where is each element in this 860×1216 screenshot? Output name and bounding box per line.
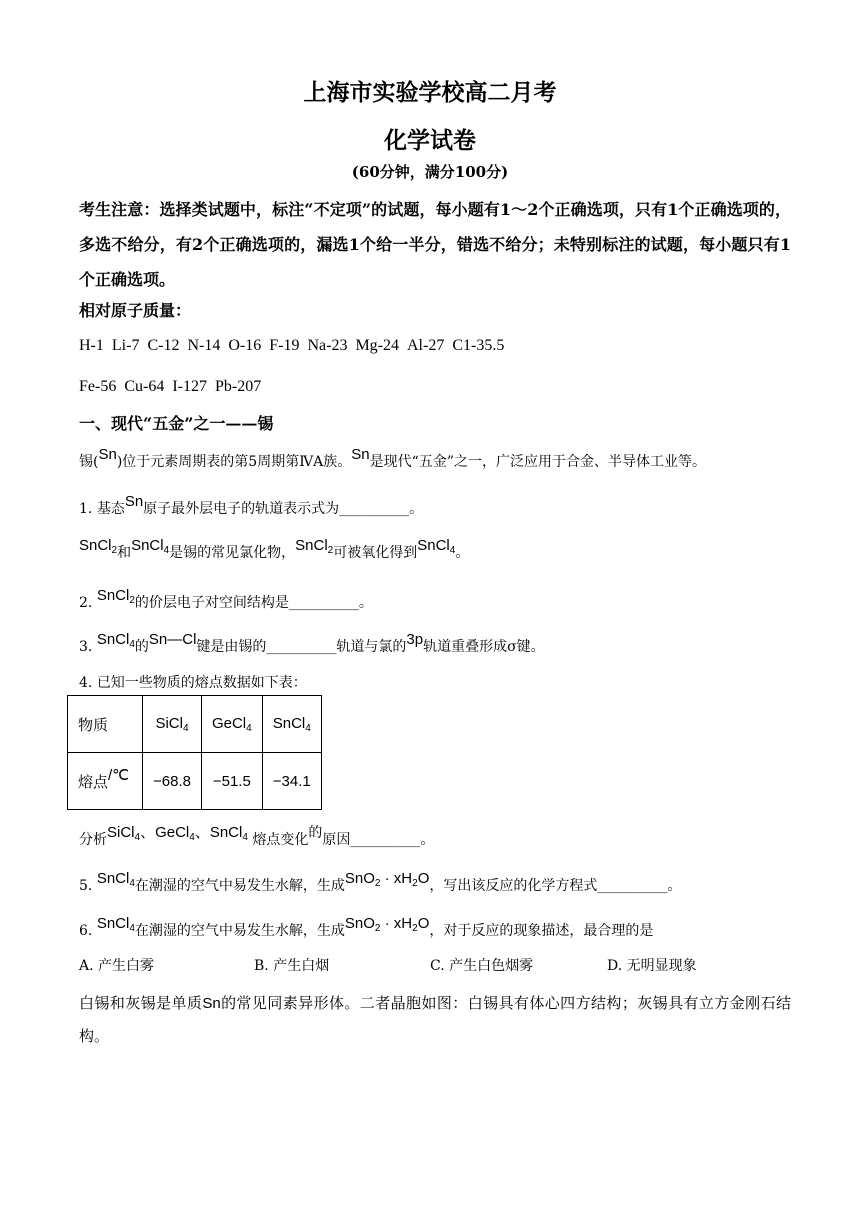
allotrope-paragraph: 白锡和灰锡是单质Sn的常见同素异形体。二者晶胞如图：白锡具有体心四方结构；灰锡具有立方金刚石结构。: [79, 994, 791, 1045]
question-1: 1. 基态Sn原子最外层电子的轨道表示式为__________。: [79, 493, 424, 517]
atomic-mass-item: H-1: [79, 337, 104, 354]
question-4: 4. 已知一些物质的熔点数据如下表：: [79, 675, 307, 691]
formula-3p: 3p: [406, 631, 424, 648]
option-c[interactable]: C. 产生白色烟雾: [430, 958, 534, 974]
table-cell: 物质: [68, 696, 143, 753]
formula-sncl4: SnCl$_4$: [417, 537, 456, 556]
atomic-mass-row-2: [79, 378, 789, 396]
atomic-mass-item: Pb-207: [214, 378, 262, 395]
table-cell: GeCl$_4$: [201, 696, 262, 753]
formula-list: SiCl$_4$、GeCl$_4$、SnCl$_4$: [107, 824, 248, 843]
formula-sn: Sn: [124, 493, 144, 510]
formula-sn: Sn: [98, 446, 117, 463]
exam-title: 上海市实验学校高二月考: [303, 79, 557, 106]
question-number: 4.: [79, 675, 93, 691]
question-2: 2. SnCl$_2$的价层电子对空间结构是__________。: [79, 587, 373, 611]
atomic-mass-item: Al-27: [407, 337, 445, 354]
section-intro: 锡(Sn)位于元素周期表的第5周期第ⅣA族。Sn是现代“五金”之一，广泛应用于合金、半导体工业等。: [79, 446, 706, 470]
option-b[interactable]: B. 产生白烟: [254, 958, 330, 974]
atomic-mass-row-1: [79, 337, 789, 355]
table-row: [68, 696, 322, 753]
melting-point-table: [67, 695, 322, 810]
formula-sncl2: SnCl$_2$: [96, 587, 135, 606]
formula-sncl4: SnCl$_4$: [96, 631, 135, 650]
atomic-mass-label: 相对原子质量：: [79, 301, 192, 320]
table-cell: −68.8: [143, 753, 202, 810]
formula-sno2-xh2o: $SnO_2 \cdot xH_2O$: [344, 915, 430, 934]
section-heading: 一、现代“五金”之一——锡: [79, 414, 274, 433]
formula-sncl2: SnCl$_2$: [295, 537, 334, 556]
atomic-mass-item: N-14: [187, 337, 221, 354]
option-a[interactable]: A. 产生白雾: [79, 958, 155, 974]
question-number: 3.: [79, 639, 93, 655]
question-6: 6. SnCl$_4$在潮湿的空气中易发生水解，生成$SnO_2 \cdot xH_2O$，对于反应的现象描述，最合理的是: [79, 915, 654, 939]
atomic-mass-item: Na-23: [307, 337, 348, 354]
question-number: 6.: [79, 923, 93, 939]
table-cell: SiCl$_4$: [143, 696, 202, 753]
formula-sn-cl-bond: Sn—Cl: [148, 631, 197, 648]
question-number: 2.: [79, 595, 93, 611]
formula-sn: Sn: [351, 446, 370, 463]
question-3: 3. SnCl$_4$的Sn—Cl键是由锡的__________轨道与氯的3p轨道重叠形成σ键。: [79, 631, 545, 655]
atomic-mass-item: Mg-24: [355, 337, 399, 354]
atomic-mass-item: Li-7: [111, 337, 140, 354]
question-4-analysis: 分析SiCl$_4$、GeCl$_4$、SnCl$_4$ 熔点变化的原因__________。: [79, 824, 435, 848]
stem-sncl: SnCl$_2$和SnCl$_4$是锡的常见氯化物，SnCl$_2$可被氧化得到SnCl$_4$。: [79, 537, 470, 561]
atomic-mass-item: Cu-64: [124, 378, 165, 395]
formula-sn: Sn: [202, 995, 221, 1012]
table-cell: −51.5: [201, 753, 262, 810]
atomic-mass-item: C-12: [147, 337, 180, 354]
atomic-mass-item: O-16: [228, 337, 262, 354]
table-cell: −34.1: [262, 753, 321, 810]
atomic-mass-item: C1-35.5: [452, 337, 505, 354]
formula-sncl2: SnCl$_2$: [79, 537, 118, 556]
exam-subtitle: 化学试卷: [384, 127, 476, 154]
formula-sno2-xh2o: $SnO_2 \cdot xH_2O$: [344, 870, 430, 889]
table-row: [68, 753, 322, 810]
question-number: 1.: [79, 501, 93, 517]
option-d[interactable]: D. 无明显现象: [607, 958, 697, 974]
formula-sncl4: SnCl$_4$: [131, 537, 170, 556]
exam-notice: 考生注意：选择类试题中，标注“不定项”的试题，每小题有1～2个正确选项，只有1个正确选项的，多选不给分，有2个正确选项的，漏选1个给一半分，错选不给分；未特别标注的试题，每小题只有1个正确选项。: [79, 200, 791, 289]
atomic-mass-item: F-19: [269, 337, 300, 354]
atomic-mass-item: Fe-56: [79, 378, 117, 395]
question-5: 5. SnCl$_4$在潮湿的空气中易发生水解，生成$SnO_2 \cdot xH_2O$，写出该反应的化学方程式__________。: [79, 870, 682, 894]
formula-sncl4: SnCl$_4$: [96, 915, 135, 934]
exam-info: (60分钟，满分100分): [351, 163, 509, 181]
table-cell: SnCl$_4$: [262, 696, 321, 753]
question-number: 5.: [79, 878, 93, 894]
formula-sncl4: SnCl$_4$: [96, 870, 135, 889]
table-cell: 熔点/℃: [68, 753, 143, 810]
atomic-mass-item: I-127: [172, 378, 207, 395]
